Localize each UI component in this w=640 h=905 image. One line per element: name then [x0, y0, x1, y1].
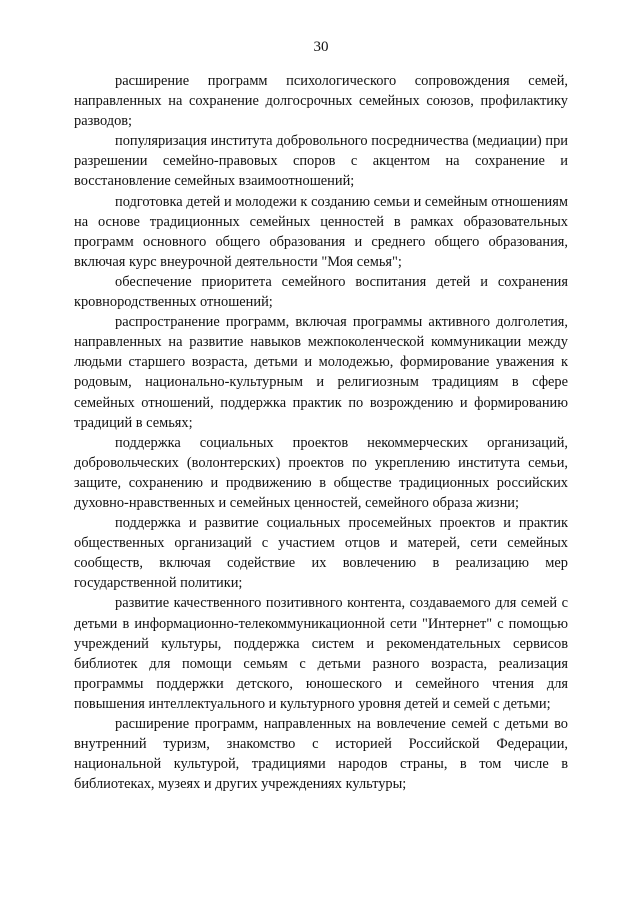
paragraph-8: развитие качественного позитивного контента, создаваемого для семей с детьми в информационно-телекоммуникационной сети "Интернет" с помощью учреждений культуры, поддержка систем и рекомендательных сервисов библиотек для помощи семьям с детьми разного возраста, реализация программы поддержки детского, юношеского и семейного чтения для повышения интеллектуального и культурного уровня детей и семей с детьми; — [74, 595, 568, 712]
paragraph-2: популяризация института добровольного посредничества (медиации) при разрешении семейно-правовых споров с акцентом на сохранение и восстановление семейных взаимоотношений; — [74, 133, 568, 190]
document-page — [74, 38, 568, 794]
page-number: 30 — [313, 39, 329, 55]
paragraph-1: расширение программ психологического сопровождения семей, направленных на сохранение долгосрочных семейных союзов, профилактику разводов; — [74, 73, 568, 130]
paragraph-4: обеспечение приоритета семейного воспитания детей и сохранения кровнородственных отношений; — [74, 273, 568, 311]
paragraph-3: подготовка детей и молодежи к созданию семьи и семейным отношениям на основе традиционных семейных ценностей в рамках образовательных программ основного общего образования и среднего общего образования, включая курс внеурочной деятельности "Моя семья"; — [74, 193, 568, 270]
paragraph-7: поддержка и развитие социальных просемейных проектов и практик общественных организаций с участием отцов и матерей, сети семейных сообществ, включая содействие их вовлечению в реализацию мер государственной политики; — [74, 515, 568, 592]
paragraph-9: расширение программ, направленных на вовлечение семей с детьми во внутренний туризм, знакомство с историей Российской Федерации, национальной культурой, традициями народов страны, в том числе в библиотеках, музеях и других учреждениях культуры; — [74, 716, 568, 793]
paragraph-5: распространение программ, включая программы активного долголетия, направленных на развитие навыков межпоколенческой коммуникации между людьми старшего возраста, детьми и молодежью, формирование уважения к родовым, национально-культурным и религиозным традициям в сфере семейных отношений, поддержка практик по возрождению и формированию традиций в семьях; — [74, 314, 568, 431]
paragraph-6: поддержка социальных проектов некоммерческих организаций, добровольческих (волонтерских) проектов по укреплению института семьи, защите, сохранению и продвижению в обществе традиционных российских духовно-нравственных и семейных ценностей, семейного образа жизни; — [74, 434, 568, 511]
